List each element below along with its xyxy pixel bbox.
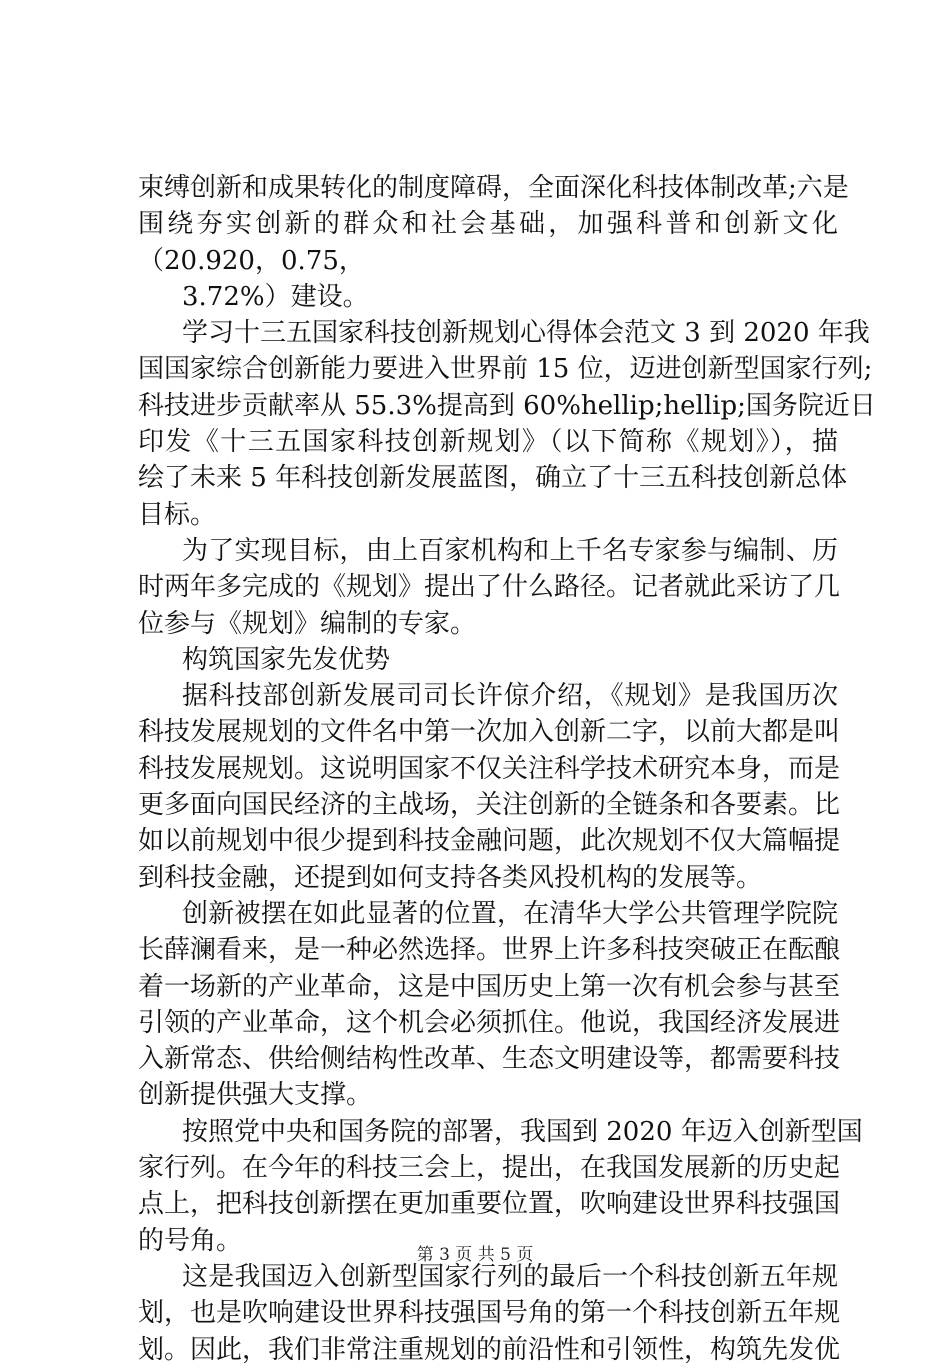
text-line: 划，也是吹响建设世界科技强国号角的第一个科技创新五年规 [138,1298,841,1329]
text-line: 为了实现目标，由上百家机构和上千名专家参与编制、历 [182,535,838,566]
text-line: 这是我国迈入创新型国家行列的最后一个科技创新五年规 [182,1261,838,1292]
text-line: 目标。 [138,499,217,530]
text-line: 创新被摆在如此显著的位置，在清华大学公共管理学院院 [182,898,838,929]
page-number-footer: 第 3 页 共 5 页 [416,1245,534,1265]
text-line: 时两年多完成的《规划》提出了什么路径。记者就此采访了几 [138,572,841,603]
text-line: 引领的产业革命，这个机会必须抓住。他说，我国经济发展进 [138,1007,841,1038]
body-text [138,170,876,1368]
text-line: 据科技部创新发展司司长许倞介绍，《规划》是我国历次 [182,681,838,712]
text-line: 科技发展规划的文件名中第一次加入创新二字，以前大都是叫 [138,717,841,748]
text-line: 划。因此，我们非常注重规划的前沿性和引领性，构筑先发优 [138,1334,841,1365]
text-line: 点上，把科技创新摆在更加重要位置，吹响建设世界科技强国 [138,1189,841,1220]
text-line: 的号角。 [138,1225,243,1256]
text-line: 如以前规划中很少提到科技金融问题，此次规划不仅大篇幅提 [138,826,841,857]
text-line: 科技进步贡献率从 55.3%提高到 60%hellip;hellip;国务院近日 [138,390,876,421]
text-line: 按照党中央和国务院的部署，我国到 2020 年迈入创新型国 [182,1116,863,1147]
text-line: 更多面向国民经济的主战场，关注创新的全链条和各要素。比 [138,790,841,821]
text-line: 束缚创新和成果转化的制度障碍，全面深化科技体制改革;六是 [138,173,849,203]
section-heading: 构筑国家先发优势 [182,644,391,675]
text-line: （20.920，0.75， [138,245,365,276]
text-line: 科技发展规划。这说明国家不仅关注科学技术研究本身，而是 [138,753,841,784]
text-line: 印发《十三五国家科技创新规划》（以下简称《规划》），描 [138,427,838,458]
text-line: 国国家综合创新能力要进入世界前 15 位，迈进创新型国家行列; [138,354,873,385]
text-line: 绘了未来 5 年科技创新发展蓝图，确立了十三五科技创新总体 [138,463,848,494]
text-line: 家行列。在今年的科技三会上，提出，在我国发展新的历史起 [138,1153,841,1184]
text-line: 入新常态、供给侧结构性改革、生态文明建设等，都需要科技 [138,1044,841,1075]
text-line: 3.72%）建设。 [182,281,369,312]
text-line: 长薛澜看来，是一种必然选择。世界上许多科技突破正在酝酿 [138,935,841,966]
text-line: 学习十三五国家科技创新规划心得体会范文 3 到 2020 年我 [182,318,870,349]
text-line: 创新提供强大支撑。 [138,1080,373,1111]
text-line: 围绕夯实创新的群众和社会基础，加强科普和创新文化 [138,209,838,240]
text-line: 位参与《规划》编制的专家。 [138,608,477,639]
text-line: 到科技金融，还提到如何支持各类风投机构的发展等。 [138,862,763,893]
text-line: 着一场新的产业革命，这是中国历史上第一次有机会参与甚至 [138,971,841,1002]
